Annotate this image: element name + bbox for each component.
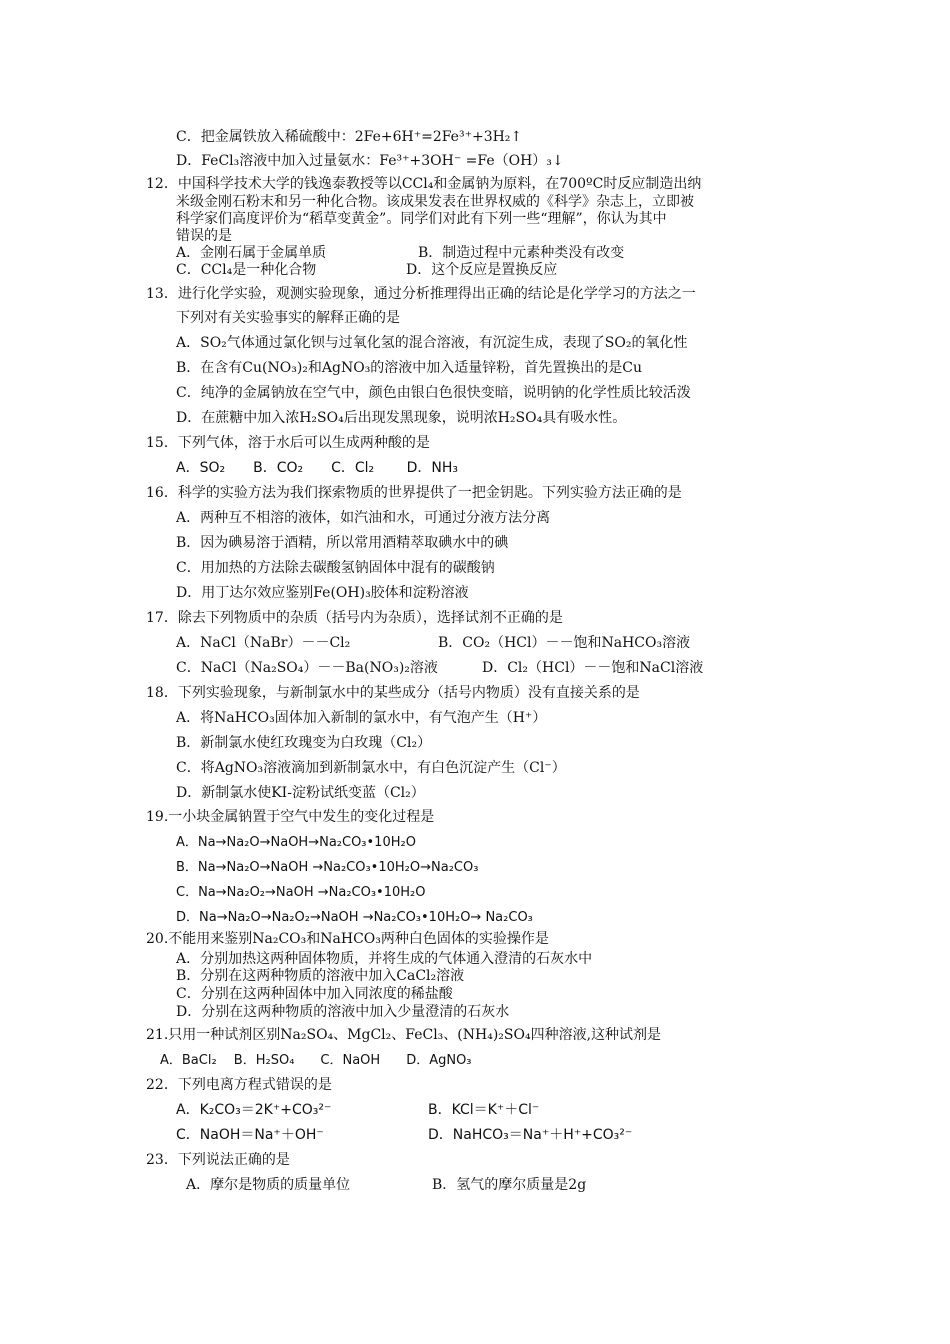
q15-options: A．SO₂ B．CO₂ C．Cl₂ D．NH₃ <box>176 460 459 476</box>
q16-option-d: D．用丁达尔效应鉴别Fe(OH)₃胶体和淀粉溶液 <box>176 585 469 601</box>
q12-stem-line3: 科学家们高度评价为“稻草变黄金”。同学们对此有下列一些“理解”，你认为其中 <box>176 211 667 227</box>
q19-option-b: B．Na→Na₂O→NaOH →Na₂CO₃•10H₂O→Na₂CO₃ <box>176 860 479 875</box>
q23-stem: 23．下列说法正确的是 <box>146 1152 290 1168</box>
q17-option-b: B．CO₂（HCl）－－饱和NaHCO₃溶液 <box>438 635 691 651</box>
q12-stem-line2: 米级金刚石粉末和另一种化合物。该成果发表在世界权威的《科学》杂志上，立即被 <box>176 194 694 210</box>
q12-option-c: C．CCl₄是一种化合物 <box>176 262 317 278</box>
q20-option-b: B．分别在这两种物质的溶液中加入CaCl₂溶液 <box>176 968 465 984</box>
q16-stem: 16．科学的实验方法为我们探索物质的世界提供了一把金钥匙。下列实验方法正确的是 <box>146 485 682 501</box>
q13-stem-line1: 13．进行化学实验，观测实验现象，通过分析推理得出正确的结论是化学学习的方法之一 <box>146 286 696 302</box>
q13-option-d: D．在蔗糖中加入浓H₂SO₄后出现发黑现象，说明浓H₂SO₄具有吸水性。 <box>176 410 627 426</box>
q17-stem: 17．除去下列物质中的杂质（括号内为杂质），选择试剂不正确的是 <box>146 610 563 626</box>
q16-option-c: C．用加热的方法除去碳酸氢钠固体中混有的碳酸钠 <box>176 560 495 576</box>
q22-option-b: B．KCl＝K⁺＋Cl⁻ <box>428 1102 540 1118</box>
q13-option-b: B．在含有Cu(NO₃)₂和AgNO₃的溶液中加入适量锌粉，首先置换出的是Cu <box>176 360 643 376</box>
q11-option-d: D．FeCl₃溶液中加入过量氨水：Fe³⁺+3OH⁻ =Fe（OH）₃↓ <box>176 153 564 169</box>
q18-stem: 18．下列实验现象，与新制氯水中的某些成分（括号内物质）没有直接关系的是 <box>146 685 640 701</box>
q22-stem: 22．下列电离方程式错误的是 <box>146 1077 332 1093</box>
q20-option-a: A．分别加热这两种固体物质，并将生成的气体通入澄清的石灰水中 <box>176 951 593 967</box>
q17-option-d: D．Cl₂（HCl）－－饱和NaCl溶液 <box>482 660 704 676</box>
q18-option-b: B．新制氯水使红玫瑰变为白玫瑰（Cl₂） <box>176 735 432 751</box>
q19-option-a: A．Na→Na₂O→NaOH→Na₂CO₃•10H₂O <box>176 835 416 850</box>
q17-option-c: C．NaCl（Na₂SO₄）－－Ba(NO₃)₂溶液 <box>176 660 438 676</box>
q23-option-a: A．摩尔是物质的质量单位 <box>186 1177 351 1193</box>
q13-stem-line2: 下列对有关实验事实的解释正确的是 <box>176 310 400 326</box>
q12-option-a: A．金刚石属于金属单质 <box>176 245 327 261</box>
q19-stem: 19.一小块金属钠置于空气中发生的变化过程是 <box>146 809 435 825</box>
q19-option-d: D．Na→Na₂O→Na₂O₂→NaOH →Na₂CO₃•10H₂O→ Na₂CO₃ <box>176 910 533 925</box>
q18-option-a: A．将NaHCO₃固体加入新制的氯水中，有气泡产生（H⁺） <box>176 710 547 726</box>
q18-option-d: D．新制氯水使KI-淀粉试纸变蓝（Cl₂） <box>176 785 425 801</box>
q22-option-a: A．K₂CO₃＝2K⁺+CO₃²⁻ <box>176 1102 332 1118</box>
q18-option-c: C．将AgNO₃溶液滴加到新制氯水中，有白色沉淀产生（Cl⁻） <box>176 760 566 776</box>
q21-stem: 21.只用一种试剂区别Na₂SO₄、MgCl₂、FeCl₃、(NH₄)₂SO₄四种溶液,这种试剂是 <box>146 1027 662 1043</box>
q20-stem: 20.不能用来鉴别Na₂CO₃和NaHCO₃两种白色固体的实验操作是 <box>146 931 549 947</box>
q22-option-c: C．NaOH＝Na⁺＋OH⁻ <box>176 1127 324 1143</box>
q17-option-a: A．NaCl（NaBr）－－Cl₂ <box>176 635 351 651</box>
q16-option-b: B．因为碘易溶于酒精，所以常用酒精萃取碘水中的碘 <box>176 535 509 551</box>
q23-option-b: B．氢气的摩尔质量是2g <box>432 1177 587 1193</box>
q20-option-c: C．分别在这两种固体中加入同浓度的稀盐酸 <box>176 986 453 1002</box>
q16-option-a: A．两种互不相溶的液体，如汽油和水，可通过分液方法分离 <box>176 510 551 526</box>
q12-option-d: D．这个反应是置换反应 <box>406 262 558 278</box>
q13-option-a: A．SO₂气体通过氯化钡与过氧化氢的混合溶液，有沉淀生成，表现了SO₂的氧化性 <box>176 335 688 351</box>
q12-option-b: B．制造过程中元素种类没有改变 <box>418 245 625 261</box>
q12-stem-line1: 12．中国科学技术大学的钱逸泰教授等以CCl₄和金属钠为原料，在700ºC时反应制造出纳 <box>146 176 702 192</box>
q11-option-c: C．把金属铁放入稀硫酸中：2Fe+6H⁺=2Fe³⁺+3H₂↑ <box>176 129 523 145</box>
q12-stem-line4: 错误的是 <box>176 228 232 244</box>
q15-stem: 15．下列气体，溶于水后可以生成两种酸的是 <box>146 435 430 451</box>
q19-option-c: C．Na→Na₂O₂→NaOH →Na₂CO₃•10H₂O <box>176 885 426 900</box>
q20-option-d: D．分别在这两种物质的溶液中加入少量澄清的石灰水 <box>176 1004 510 1020</box>
q13-option-c: C．纯净的金属钠放在空气中，颜色由银白色很快变暗，说明钠的化学性质比较活泼 <box>176 385 691 401</box>
q22-option-d: D．NaHCO₃＝Na⁺＋H⁺+CO₃²⁻ <box>428 1127 633 1143</box>
q21-options: A．BaCl₂ B．H₂SO₄ C．NaOH D．AgNO₃ <box>160 1053 472 1068</box>
